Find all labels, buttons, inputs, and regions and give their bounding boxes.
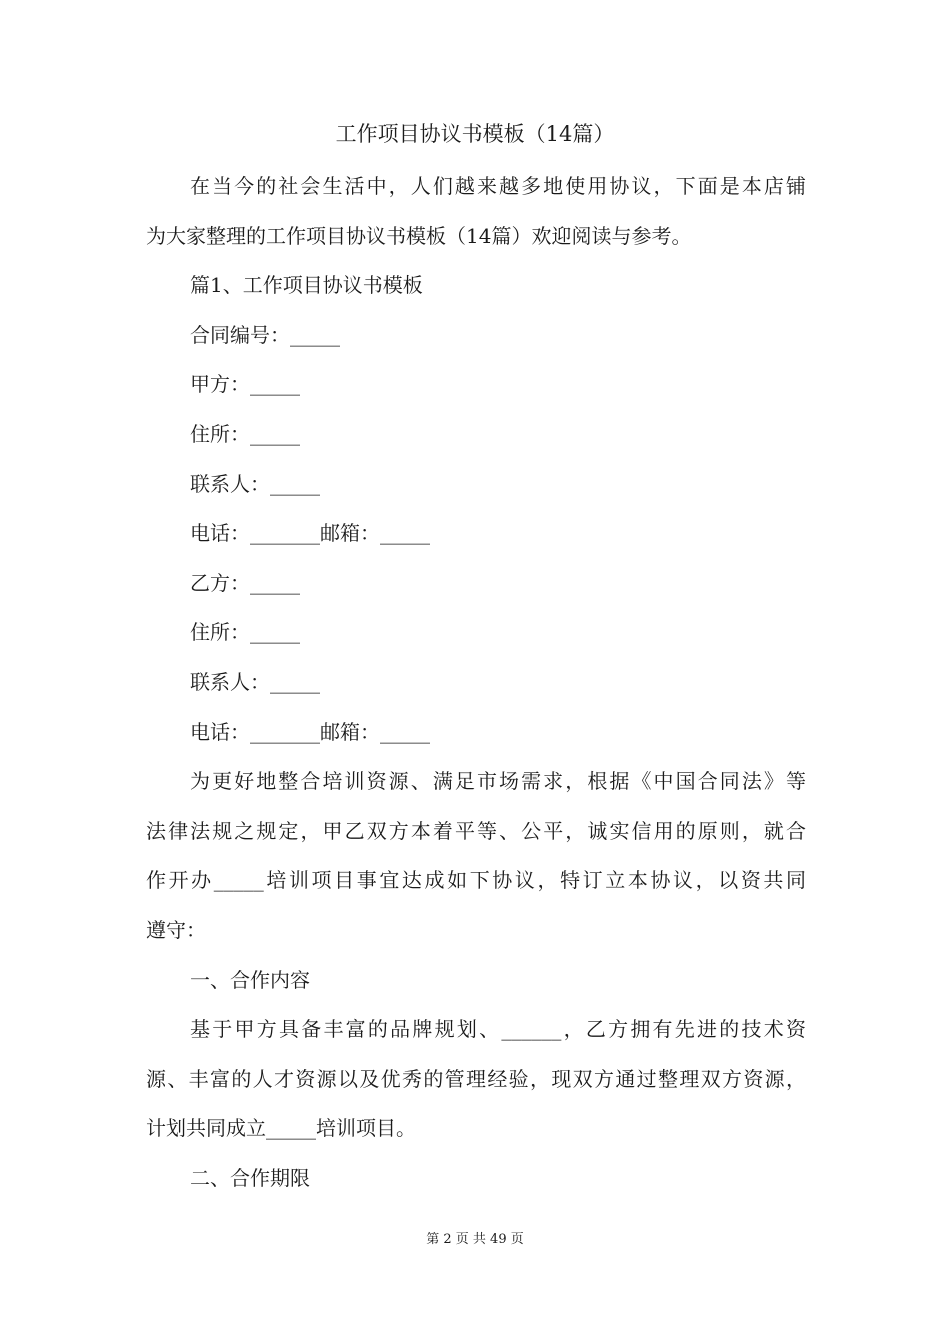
body-line: 联系人：_____ [190, 471, 320, 496]
body-line: 源、丰富的人才资源以及优秀的管理经验，现双方通过整理双方资源， [146, 1066, 806, 1091]
body-line: 电话：_______邮箱：_____ [190, 719, 430, 744]
body-line: 篇1、工作项目协议书模板 [190, 273, 423, 298]
body-line: 计划共同成立_____培训项目。 [146, 1116, 416, 1141]
body-line: 在当今的社会生活中，人们越来越多地使用协议，下面是本店铺 [190, 174, 806, 198]
document-title: 工作项目协议书模板（14篇） [335, 122, 615, 146]
body-line: 甲方：_____ [190, 372, 300, 397]
body-line: 基于甲方具备丰富的品牌规划、______，乙方拥有先进的技术资 [190, 1017, 806, 1042]
body-line: 为大家整理的工作项目协议书模板（14篇）欢迎阅读与参考。 [146, 223, 692, 248]
body-line: 一、合作内容 [190, 967, 310, 992]
body-line: 合同编号：_____ [190, 322, 340, 347]
body-line: 电话：_______邮箱：_____ [190, 521, 430, 546]
page-footer: 第 2 页 共 49 页 [426, 1232, 524, 1247]
body-line: 遵守： [146, 917, 206, 942]
body-line: 作开办_____培训项目事宜达成如下协议，特订立本协议，以资共同 [146, 868, 806, 893]
body-line: 为更好地整合培训资源、满足市场需求，根据《中国合同法》等 [190, 769, 806, 794]
body-line: 住所：_____ [190, 620, 300, 645]
document-body [146, 168, 806, 1209]
body-line: 二、合作期限 [190, 1165, 310, 1190]
body-line: 联系人：_____ [190, 669, 320, 694]
body-line: 法律法规之规定，甲乙双方本着平等、公平，诚实信用的原则，就合 [146, 818, 806, 843]
body-line: 住所：_____ [190, 421, 300, 446]
body-line: 乙方：_____ [190, 570, 300, 595]
